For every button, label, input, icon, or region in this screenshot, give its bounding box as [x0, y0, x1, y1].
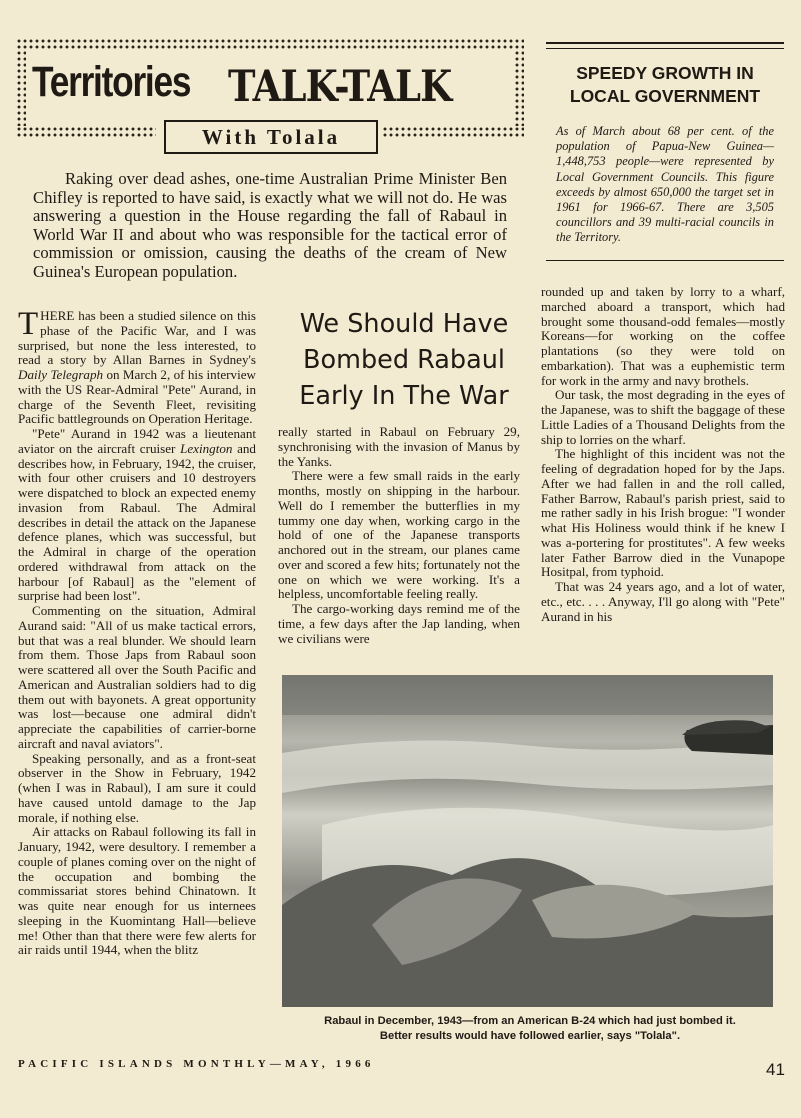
photo-scene	[282, 675, 773, 1007]
col1-p2-italic: Lexington	[180, 440, 233, 456]
sidebar-text: As of March about 68 per cent. of the population of Papua-New Guinea—1,448,753 people—were represented by Local Government Councils. This figure exceeds by almost 650,000 the target set in 1961 for 1966-67. There are 3,505 councillors and 39 multi-racial councils in the Territory.	[556, 124, 774, 245]
col1-paragraph-2	[18, 427, 256, 604]
masthead	[16, 38, 524, 149]
photo-caption	[282, 1014, 778, 1044]
page-number: 41	[766, 1060, 785, 1079]
sidebar-top-rule-thin	[546, 48, 784, 49]
drop-cap: T	[18, 306, 39, 342]
masthead-dot-border-bottom-left	[16, 126, 156, 138]
col1-paragraph-3: Commenting on the situation, Admiral Aurand said: "All of us make tactical errors, but that was a real blunder. We should learn from them. Those Japs from Rabaul soon were scattered all over the South Pacific and American and Australian soldiers had to dig them out with bayonets. A great opportunity was lost—because one admiral didn't appreciate the capabilities of carrier-borne aircraft and naval aviators".	[18, 603, 256, 751]
col1-p1-end: on March 2, of his interview with the US Rear-Admiral "Pete" Aurand, in charge of the Seventh Fleet, revisiting Pacific battlegrounds on Operation Heritage.	[18, 367, 256, 427]
column-1	[18, 306, 256, 958]
col3-paragraph-3: The highlight of this incident was not the feeling of degradation hoped for by the Japs. After we had fallen in and the roll called, Father Barrow, Rabaul's parish priest, said to me rather sadly in his Irish brogue: "I wonder what His Holiness would think if he knew I was a-portering for prostitutes". A few weeks later Father Barrow died in the Vunapope Hositpal, from typhoid.	[541, 446, 785, 580]
rabaul-aerial-photo	[282, 675, 773, 1007]
sidebar-bottom-rule	[546, 260, 784, 261]
sidebar-title: SPEEDY GROWTH IN LOCAL GOVERNMENT	[569, 63, 761, 106]
col2-paragraph-3: The cargo-working days remind me of the time, a few days after the Jap landing, when we civilians were	[278, 601, 520, 646]
col2-paragraph-1: really started in Rabaul on February 29, synchronising with the invasion of Manus by the Yanks.	[278, 424, 520, 469]
caption-line-2: Better results would have followed earlier, says "Tolala".	[379, 1030, 681, 1042]
sidebar-top-rule	[546, 42, 784, 44]
masthead-dot-border-right	[514, 50, 524, 126]
col1-p1-text: HERE has been a studied silence on this phase of the Pacific War, and I was surprised, but none the less interested, to read a story by Allan Barnes in Sydney's	[18, 308, 256, 368]
col2-paragraph-2: There were a few small raids in the early months, mostly on shipping in the harbour. Well do I remember the butterflies in my tummy one day when, working cargo in the hold of one of the Japanese transports anchored out in the stream, our planes came over and scored a few hits; fortunately not the one on which we were working. It's a helpless, uncomfortable feeling really.	[278, 468, 520, 602]
masthead-talk-talk: TALK-TALK	[228, 62, 452, 112]
col1-p1-italic: Daily Telegraph	[18, 367, 104, 382]
col1-p2-b: and describes how, in February, 1942, the cruiser, with four other cruisers and 10 destroyers were dispatched to block an expected enemy invasion from Rabaul. The Admiral describes in detail the attack on the Japanese defence planes, which was successful, but the Admiral in charge of the operation ordered withdrawal from attack on the harbour [of Rabaul] as the "element of surprise had been lost".	[18, 440, 256, 604]
intro-paragraph: Raking over dead ashes, one-time Australian Prime Minister Ben Chifley is reported to have said, is exactly what we will not do. He was answering a question in the House regarding the fall of Rabaul in World War II and about who was responsible for the tactical error of commission or omission, causing the deaths of the cream of New Guinea's European population.	[33, 169, 507, 281]
article-headline: We Should Have Bombed Rabaul Early In The War	[299, 309, 509, 411]
column-3	[541, 285, 785, 624]
col1-p2-a: "Pete" Aurand in 1942 was a lieutenant aviator on the aircraft cruiser	[18, 426, 256, 456]
col1-paragraph-5: Air attacks on Rabaul following its fall in January, 1942, were desultory. I remember a couple of planes coming over on the night of the occupation and bombing the commissariat stores behind Chinatown. It was quite near enough for us internees sleeping in the Kuomintang Hall—believe me! Other than that there were few alerts for air raids until 1944, when the blitz	[18, 824, 256, 958]
page-footer: PACIFIC ISLANDS MONTHLY—MAY, 1966	[18, 1058, 375, 1070]
col3-paragraph-4: That was 24 years ago, and a lot of water, etc., etc. . . . Anyway, I'll go along with "Pete" Aurand in his	[541, 579, 785, 624]
col3-paragraph-2: Our task, the most degrading in the eyes of the Japanese, was to shift the baggage of these Little Ladies of a Thousand Delights from the ship to lorries on the wharf.	[541, 387, 785, 447]
column-2	[278, 425, 520, 646]
col1-paragraph-1	[18, 306, 256, 427]
col1-paragraph-4: Speaking personally, and as a front-seat observer in the Show in February, 1942 (when I was in Rabaul), I am sure it could have caused untold damage to the Jap morale, if nothing else.	[18, 750, 256, 825]
caption-line-1: Rabaul in December, 1943—from an American B-24 which had just bombed it.	[324, 1015, 736, 1027]
masthead-dot-border-top	[16, 38, 524, 50]
masthead-dot-border-left	[16, 50, 26, 126]
masthead-dot-border-bottom-right	[382, 126, 524, 138]
col3-paragraph-1: rounded up and taken by lorry to a wharf, marched aboard a transport, which had brought some thousand-odd females—mostly Koreans—for working on the coffee plantations (so they were told on embarkation). That was a euphemistic term for work in the army and navy brothels.	[541, 284, 785, 388]
masthead-territories: Territories	[32, 58, 191, 106]
masthead-byline: With Tolala	[164, 120, 378, 154]
